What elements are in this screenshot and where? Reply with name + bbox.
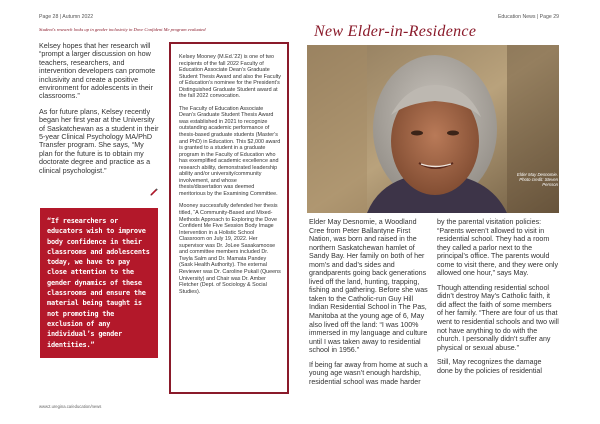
left-paragraph: Kelsey hopes that her research will “prompt a larger discussion on how teachers, researchers, and intervention developers can promote inclusivity and create a positive environment for adolescents in their classrooms.” xyxy=(39,41,156,101)
article-paragraph: If being far away from home at such a young age wasn’t enough hardship, residential school was made harder xyxy=(309,360,428,386)
sidebar-paragraph: Mooney successfully defended her thesis titled, “A Community-Based and Mixed-Methods Approach to Exploring the Dove Confident Me Five Session Body Image Intervention in a Holistic School Classroom on July 19, 2022. Her supervisor was Dr. JoLee Sasakamoose and committee members included Dr. Twyla Salm and Dr. Mamata Pandey (Sask Health Authority). The external Reviewer was Dr. Caroline Pukall (Queens University) and Chair was Dr. Amber Fletcher (Dept. of Sociology & Social Studies). xyxy=(179,203,281,295)
article-tagline: Student's research looks up in gender inclusivity in Dove Confident Me program evaluated xyxy=(39,27,206,32)
elder-portrait-photo xyxy=(307,45,559,213)
article-paragraph: Elder May Desnomie, a Woodland Cree from Peter Ballantyne First Nation, was born and raised in the northern Saskatchewan hamlet of Sandy Bay. Her family on both of her mom’s and dad’s sides and grandparents going back generations lived off the land, hunting, trapping, fishing and gathering. Before she was taken to the Catholic-run Guy Hill Indian Residential School in The Pas, Manitoba at the young age of 6, May also lived off the land: “I was 100% immersed in my language and culture until I was taken away to residential school in 1956.” xyxy=(309,218,428,355)
pencil-icon xyxy=(150,183,158,191)
article-paragraph: Though attending residential school didn’t destroy May’s Catholic faith, it did affect the faith of some members of her family. “There are four of us that went to residential schools and two will not have anything to do with the church. I personally didn’t suffer any physical or sexual abuse.” xyxy=(437,283,559,352)
pull-quote-box xyxy=(40,208,158,358)
photo-caption: Elder May Desnomie. Photo credit: Steven Persson xyxy=(516,172,558,188)
right-page-number: Education News | Page 29 xyxy=(497,14,559,20)
left-page-number: Page 28 | Autumn 2022 xyxy=(39,14,94,20)
award-sidebar xyxy=(169,42,289,394)
sidebar-paragraph: The Faculty of Education Associate Dean’s Graduate Student Thesis Award was established in 2021 to recognize outstanding academic performance of thesis-based graduate students (Master’s and PhD) in Education. This $2,000 award is granted to a student in a graduate program in the Faculty of Education who has exemplified academic excellence and research ability, demonstrated leadership ability and/or university/community involvement, and whose thesis/dissertation was deemed meritorious by the Examining Committee. xyxy=(179,105,281,197)
left-column xyxy=(39,42,159,182)
article-column-1 xyxy=(309,218,429,392)
article-paragraph: Still, May recognizes the damage done by the policies of residential xyxy=(437,358,542,375)
sidebar-paragraph: Kelsey Mooney (M.Ed.’22) is one of two recipients of the fall 2022 Faculty of Education Associate Dean’s Graduate Student Thesis Award and also the Faculty of Education’s nominee for the President’s Distinguished Graduate Student award at the fall 2022 convocation. xyxy=(179,54,281,100)
footer-url[interactable]: www2.uregina.ca/education/news xyxy=(39,404,102,409)
left-paragraph: As for future plans, Kelsey recently began her first year at the University of Saskatchewan as a student in their 5-year Clinical Psychology MA/PhD Transfer program. She says, “My plan for the future is to obtain my doctorate degree and practice as a clinical psychologist.” xyxy=(39,106,159,175)
article-paragraph: by the parental visitation policies: “Parents weren’t allowed to visit in residential school. They had a room they called a parlor next to the principal’s office. The parents would come to visit there, and they were only allowed one hour,” says May. xyxy=(437,218,559,278)
article-title: New Elder-in-Residence xyxy=(314,23,477,40)
pull-quote-text: “If researchers or educators wish to improve body confidence in their classrooms and adolescents today, we have to pay close attention to the gender dynamics of these classrooms and ensure the material being taught is not promoting the exclusion of any individual’s gender identities.” xyxy=(47,217,150,349)
article-column-2 xyxy=(437,218,559,381)
